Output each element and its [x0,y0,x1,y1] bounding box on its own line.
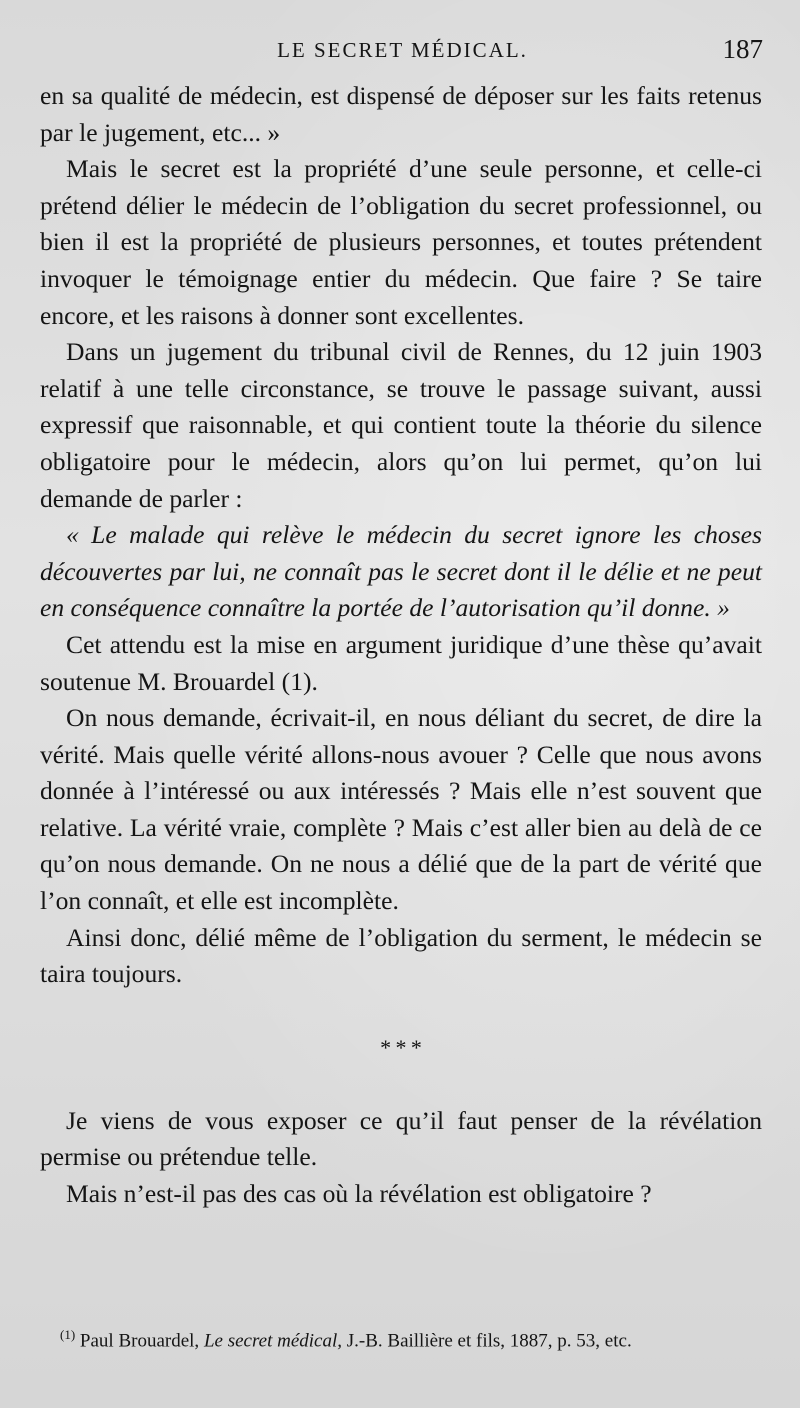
page-number: 187 [722,34,763,64]
paragraph: Je viens de vous exposer ce qu’il faut penser de la révélation permise ou prétendue telle. [40,1105,762,1172]
paragraph: Mais le secret est la propriété d’une seule personne, et celle-ci prétend délier le médecin de l’obligation du secret professionnel, ou bien il est la propriété de plusieurs personnes, et toutes prétendent invoquer le témoignage entier du médecin. Que faire ? Se taire encore, et les raisons à donner sont excellentes. [40,154,762,330]
footnote-book-title: Le secret médical, [203,1330,342,1352]
quoted-judgment: « Le malade qui relève le médecin du secret ignore les choses découvertes par lui, ne connaît pas le secret dont il le délie et ne peut en conséquence connaître la portée de l’autorisation qu’il donne. » [40,520,762,623]
body-text [40,78,762,1213]
paragraph: en sa qualité de médecin, est dispensé de déposer sur les faits retenus par le jugement, etc... » [40,81,762,147]
running-header [40,34,765,74]
footnote-publication: J.-B. Baillière et fils, 1887, p. 53, etc. [346,1330,632,1352]
paragraph: Cet attendu est la mise en argument juridique d’une thèse qu’avait soutenue M. Brouardel (1). [40,629,762,696]
paragraph: On nous demande, écrivait-il, en nous déliant du secret, de dire la vérité. Mais quelle vérité allons-nous avouer ? Celle que nous avons donnée à l’intéressé ou aux intéressés ? Mais elle n’est souvent que relative. La vérité vraie, complète ? Mais c’est aller bien au delà de ce qu’on nous demande. On ne nous a délié que de la part de vérité que l’on connaît, et elle est incomplète. [40,703,762,916]
paragraph: Dans un jugement du tribunal civil de Rennes, du 12 juin 1903 relatif à une telle circonstance, se trouve le passage suivant, aussi expressif que raisonnable, et qui contient toute la théorie du silence obligatoire pour le médecin, alors qu’on lui permet, qu’on lui demande de parler : [40,337,762,513]
paragraph: Mais n’est-il pas des cas où la révélation est obligatoire ? [66,1179,652,1209]
footnote-marker: (1) [60,1327,76,1342]
section-separator: * * * [380,1034,422,1060]
footnote-author: Paul Brouardel, [79,1330,200,1352]
running-title: LE SECRET MÉDICAL. [277,38,528,62]
paragraph: Ainsi donc, délié même de l’obligation du serment, le médecin se taira toujours. [40,922,762,989]
footnote [40,1322,762,1354]
